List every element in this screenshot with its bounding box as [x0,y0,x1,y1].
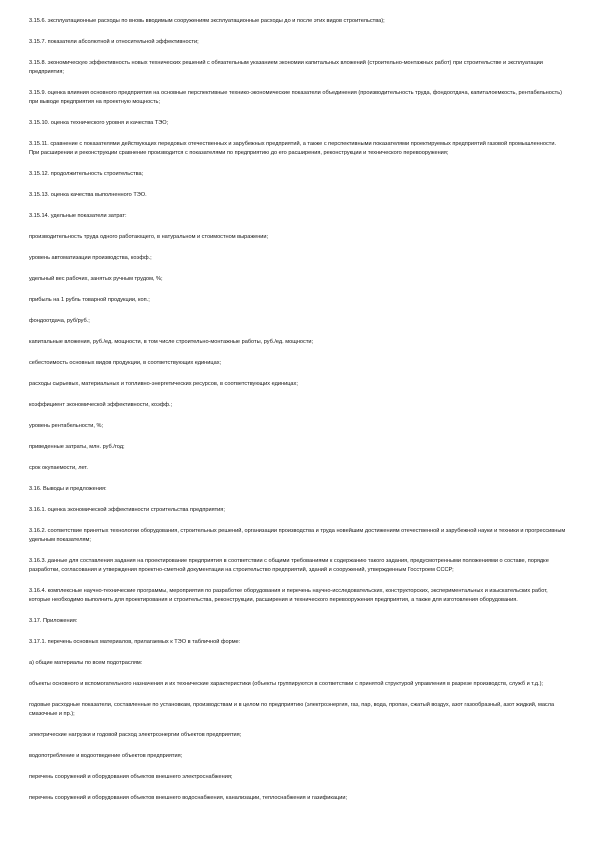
list-item: капитальные вложения, руб./ед. мощности, в том числе строительно-монтажные работы, руб./ед. мощности; [29,339,314,345]
list-item: срок окупаемости, лет. [29,465,88,471]
list-item: коэффициент экономической эффективности, коэфф.; [29,402,173,408]
list-item: прибыль на 1 рубль товарной продукции, коп.; [29,297,150,303]
paragraph-3-15-11: 3.15.11. сравнение с показателями действующих передовых отечественных и зарубежных предприятий, а также с перспективными показателями проектируемых предприятий газовой промышленности. При расширении и реконструкции сравнение производится с показателями по предприятию до его расширения, реконструкции и технического перевооружения; [29,141,557,156]
list-item: себестоимость основных видов продукции, в соответствующих единицах; [29,360,222,366]
list-item: удельный вес рабочих, занятых ручным трудом, %; [29,276,163,282]
paragraph-3-15-13: 3.15.13. оценка качества выполненного ТЭО. [29,192,147,198]
section-heading-3-17: 3.17. Приложения: [29,618,78,624]
list-item: водопотребление и водоотведение объектов предприятия; [29,753,183,759]
paragraph-3-15-8: 3.15.8. экономическую эффективность новых технических решений с обязательным указанием экономии капитальных вложений (строительно-монтажных работ) при строительстве и эксплуатации предприятия; [29,60,543,75]
paragraph-3-16-2: 3.16.2. соответствие принятых технологии оборудования, строительных решений, организации производства и труда новейшим достижениям отечественной и зарубежной науки и техники и прогрессивным удельным показателям; [29,528,566,543]
paragraph-3-16-3: 3.16.3. данные для составления задания на проектирование предприятия в соответствии с общими требованиями к содержанию такого задания, предусмотренными положениями о составе, порядке разработки, согласования и утверждения проектно-сметной документации на строительство предприятий, зданий и сооружений, утвержденным Госстроем СССР; [29,558,549,573]
paragraph-3-15-14: 3.15.14. удельные показатели затрат: [29,213,127,219]
list-item: годовые расходные показатели, составленные по установкам, производствам и в целом по предприятию (электроэнергия, газ, пар, вода, пропан, сжатый воздух, азот газообразный, азот жидкий, масла смазочные и пр.); [29,702,555,717]
paragraph-3-15-10: 3.15.10. оценка технического уровня и качества ТЭО; [29,120,169,126]
paragraph-3-15-7: 3.15.7. показатели абсолютной и относительной эффективности; [29,39,199,45]
list-item: перечень сооружений и оборудования объектов внешнего электроснабжения; [29,774,233,780]
paragraph-3-15-6: 3.15.6. эксплуатационные расходы по вновь вводимым сооружениям эксплуатационные расходы до и после этих видов строительства); [29,18,385,24]
list-item: уровень автоматизации производства, коэфф.; [29,255,152,261]
paragraph-3-17-1: 3.17.1. перечень основных материалов, прилагаемых к ТЭО в табличной форме: [29,639,241,645]
paragraph-3-15-9: 3.15.9. оценка влияния основного предприятия на основные перспективные технико-экономические показатели объединения (производительность труда, фондоотдача, капиталоемкость, рентабельность) при выводе предприятия на проектную мощность; [29,90,563,105]
list-item: производительность труда одного работающего, в натуральном и стоимостном выражении; [29,234,269,240]
list-item: расходы сырьевых, материальных и топливно-энергетических ресурсов, в соответствующих единицах; [29,381,298,387]
list-item: уровень рентабельности, %; [29,423,104,429]
paragraph-3-15-12: 3.15.12. продолжительность строительства; [29,171,144,177]
paragraph-3-16-4: 3.16.4. комплексные научно-технические программы, мероприятия по разработке оборудования и перечень научно-исследовательских, конструкторских, экспериментальных и изыскательских работ, которые необходимо выполнить для проектирования и строительства, реконструкции, расширения и технического перевооружения предприятия, а также для изготовления оборудования. [29,588,548,603]
paragraph-3-16-1: 3.16.1. оценка экономической эффективности строительства предприятия; [29,507,225,513]
list-item: объекты основного и вспомогательного назначения и их технические характеристики (объекты группируются в соответствии с принятой структурой управления в разрезе производств, служб и т.д.); [29,681,543,687]
document-body [29,17,566,814]
list-item: приведенные затраты, млн. руб./год; [29,444,125,450]
list-item: фондоотдача, руб/руб.; [29,318,90,324]
section-heading-3-16: 3.16. Выводы и предложения: [29,486,107,492]
list-item: электрические нагрузки и годовой расход электроэнергии объектов предприятия; [29,732,242,738]
list-item: перечень сооружений и оборудования объектов внешнего водоснабжения, канализации, теплоснабжения и газификации; [29,795,348,801]
subheading-general-materials: а) общие материалы по всем подотраслям: [29,660,143,666]
